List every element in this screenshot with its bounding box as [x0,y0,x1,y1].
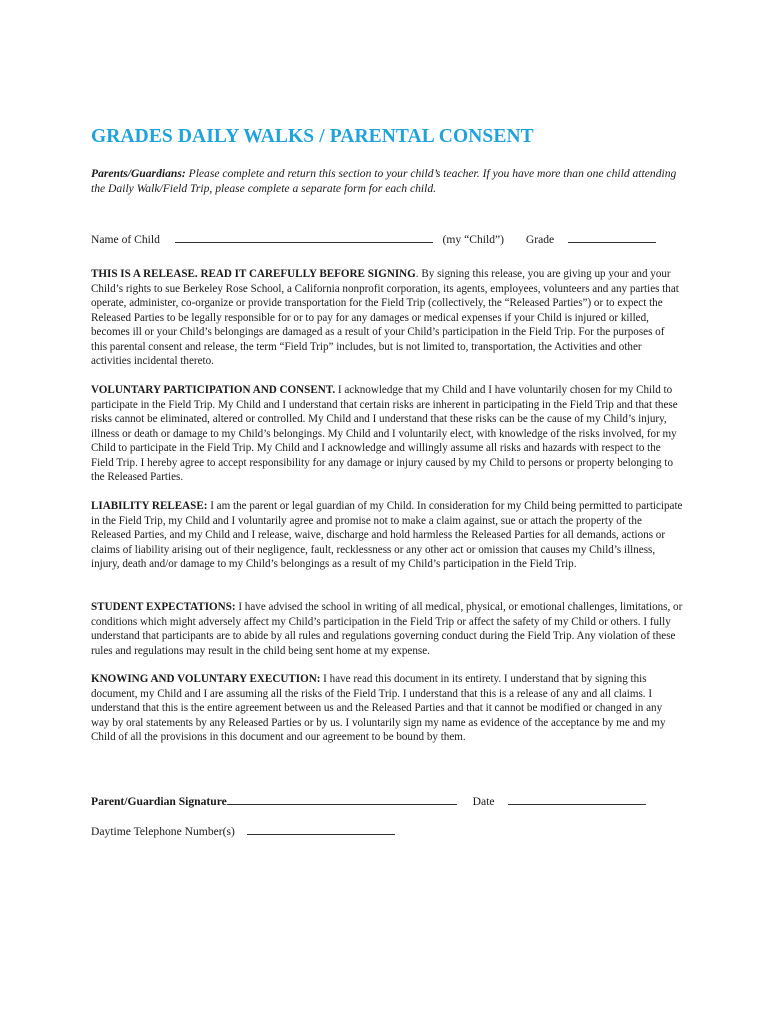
intro-paragraph [91,166,691,196]
phone-label: Daytime Telephone Number(s) [91,825,235,838]
release-heading: THIS IS A RELEASE. READ IT CAREFULLY BEFORE SIGNING [91,268,416,280]
phone-field[interactable] [247,822,395,835]
liability-release-section [91,499,683,572]
voluntary-participation-section [91,383,683,485]
intro-text: Please complete and return this section to your child’s teacher. If you have more than one child attending the Daily Walk/Field Trip, please complete a separate form for each child. [91,167,677,195]
date-label: Date [472,795,495,808]
child-suffix-label: (my “Child”) [442,233,505,246]
student-expectations-text: I have advised the school in writing of all medical, physical, or emotional challenges, limitations, or conditions which might adversely affect my Child’s participation in the Field Trip or affect the safety of my Child or others. I fully understand that participants are to abide by all rules and regulations governing conduct during the Field Trip. Any violation of these rules and regulations may result in the child being sent home at my expense. [91,601,683,657]
release-section [91,267,683,369]
phone-row [91,822,395,838]
signature-row [91,792,646,808]
intro-label: Parents/Guardians: [91,167,186,180]
grade-label: Grade [525,233,555,246]
date-field[interactable] [508,792,646,805]
release-text: . By signing this release, you are giving up your and your Child’s rights to sue Berkeley Rose School, a California nonprofit corporation, its agents, employees, volunteers and any parties that operate, administer, co-organize or provide transportation for the Field Trip (collectively, the “Released Parties”) or to expect the Released Parties to be legally responsible for or to pay for any damages or medical expenses if your Child is injured or killed, becomes ill or your Child’s belongings are damaged as a result of your Child’s participation in the Field Trip. For the purposes of this parental consent and release, the term “Field Trip” includes, but is not limited to, transportation, the Activities and other activities incidental thereto. [91,268,679,367]
liability-release-text: I am the parent or legal guardian of my Child. In consideration for my Child being permitted to participate in the Field Trip, my Child and I voluntarily agree and promise not to make a claim against, sue or attach the property of the Released Parties, and my Child and I release, waive, discharge and hold harmless the Released Parties for all demands, actions or claims of liability arising out of their negligence, fault, recklessness or any other act or omission that causes my Child’s illness, injury, death and/or damage to my Child’s belongings as a result of my Child’s participation in the Field Trip. [91,500,683,570]
child-info-row [91,230,656,246]
grade-field[interactable] [568,230,656,243]
form-title: GRADES DAILY WALKS / PARENTAL CONSENT [91,126,534,147]
student-expectations-heading: STUDENT EXPECTATIONS: [91,601,236,613]
student-expectations-section [91,600,683,658]
liability-release-heading: LIABILITY RELEASE: [91,500,208,512]
voluntary-participation-heading: VOLUNTARY PARTICIPATION AND CONSENT. [91,384,336,396]
child-name-label: Name of Child [91,233,160,246]
child-name-field[interactable] [175,230,433,243]
signature-label: Parent/Guardian Signature [91,795,227,808]
knowing-execution-text: I have read this document in its entirety. I understand that by signing this document, my Child and I are assuming all the risks of the Field Trip. I understand that this is a release of any and all claims. I understand that this is the entire agreement between us and the Released Parties and that it cannot be modified or changed in any way by oral statements by any Released Parties or by us. I voluntarily sign my name as evidence of the acceptance by me and my Child of all the provisions in this document and our agreement to be bound by them. [91,673,666,743]
signature-field[interactable] [227,792,457,805]
voluntary-participation-text: I acknowledge that my Child and I have voluntarily chosen for my Child to participate in the Field Trip. My Child and I understand that certain risks are inherent in participating in the Field Trip and that these risks cannot be eliminated, altered or controlled. My Child and I understand that these risks can be the cause of my Child’s injury, illness or death or damage to my Child’s belongings. My Child and I voluntarily elect, with knowledge of the risks involved, for my Child to participate in the Field Trip. My Child and I acknowledge and willingly assume all risks and hazards with respect to the Field Trip. I hereby agree to accept responsibility for any damage or injury caused by my Child to persons or property belonging to the Released Parties. [91,384,678,483]
knowing-execution-section [91,672,683,745]
knowing-execution-heading: KNOWING AND VOLUNTARY EXECUTION: [91,673,321,685]
